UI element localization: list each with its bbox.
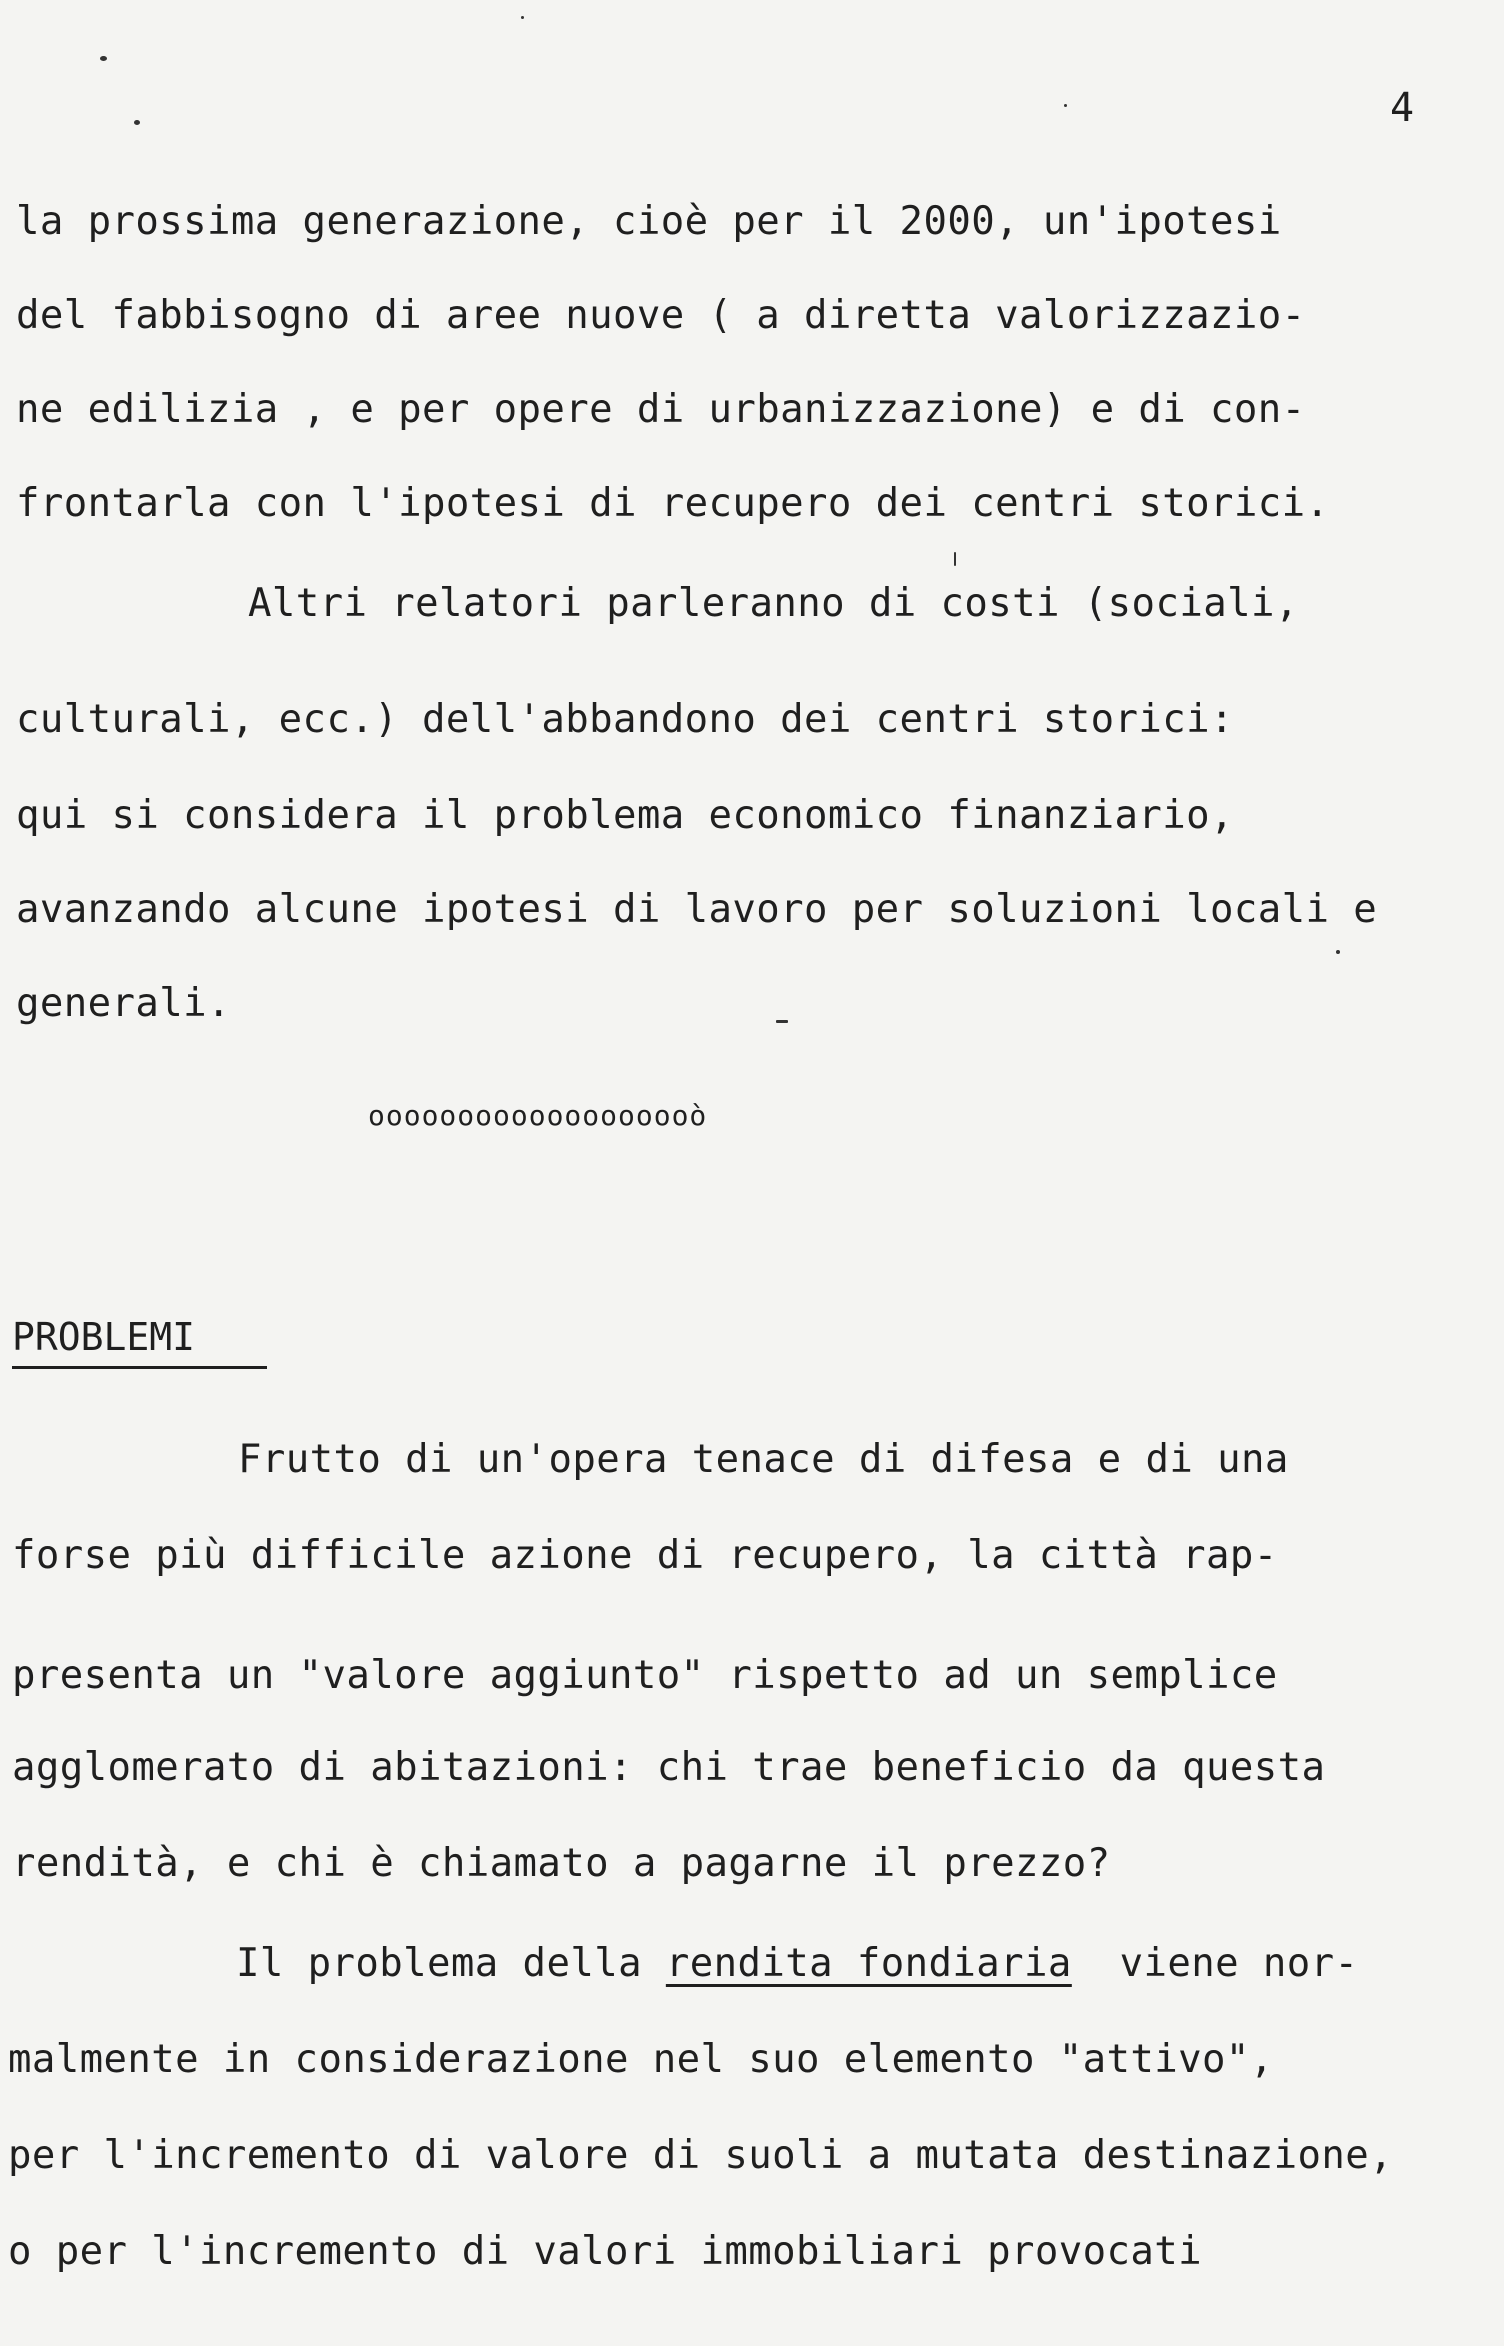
paragraph-2-line-5: generali.: [16, 981, 231, 1026]
paper-speck: [776, 1020, 788, 1023]
paragraph-3-line-4: agglomerato di abitazioni: chi trae beneficio da questa: [12, 1745, 1326, 1790]
paragraph-4-line-1: [236, 1941, 1359, 1986]
paragraph-2-line-2: culturali, ecc.) dell'abbandono dei centri storici:: [16, 697, 1234, 742]
paragraph-4-line-4: o per l'incremento di valori immobiliari provocati: [8, 2229, 1202, 2274]
rendita-fondiaria-underlined: rendita fondiaria: [665, 1941, 1072, 1986]
section-heading: PROBLEMI: [12, 1318, 267, 1369]
paragraph-4-line-3: per l'incremento di valore di suoli a mutata destinazione,: [8, 2133, 1394, 2178]
paper-speck: [521, 16, 524, 19]
paragraph-1-line-3: ne edilizia , e per opere di urbanizzazione) e di con-: [16, 387, 1306, 432]
paragraph-2-line-3: qui si considera il problema economico finanziario,: [16, 793, 1234, 838]
paragraph-1-line-2: del fabbisogno di aree nuove ( a diretta valorizzazio-: [16, 293, 1306, 338]
paper-speck: [1336, 950, 1340, 954]
paragraph-1-line-4: frontarla con l'ipotesi di recupero dei centri storici.: [16, 481, 1330, 526]
paragraph-3-line-2: forse più difficile azione di recupero, la città rap-: [12, 1533, 1278, 1578]
paragraph-4-line-1-end: viene nor-: [1071, 1941, 1359, 1986]
paragraph-2-line-1: Altri relatori parleranno di costi (sociali,: [248, 581, 1299, 626]
paragraph-3-line-3: presenta un "valore aggiunto" rispetto ad un semplice: [12, 1653, 1278, 1698]
paper-speck: [954, 552, 956, 566]
section-divider: ooooooooooooooooooò: [368, 1099, 708, 1132]
paragraph-4-line-1-start: Il problema della: [236, 1941, 666, 1986]
page-number: 4: [1390, 85, 1415, 131]
paper-speck: [1064, 104, 1067, 107]
paragraph-3-line-1: Frutto di un'opera tenace di difesa e di una: [238, 1437, 1289, 1482]
paragraph-3-line-5: rendità, e chi è chiamato a pagarne il prezzo?: [12, 1841, 1111, 1886]
paragraph-2-line-4: avanzando alcune ipotesi di lavoro per soluzioni locali e: [16, 887, 1378, 932]
paper-speck: [100, 56, 107, 61]
paragraph-1-line-1: la prossima generazione, cioè per il 2000, un'ipotesi: [16, 199, 1282, 244]
paper-speck: [134, 120, 140, 125]
paragraph-4-line-2: malmente in considerazione nel suo elemento "attivo",: [8, 2037, 1274, 2082]
